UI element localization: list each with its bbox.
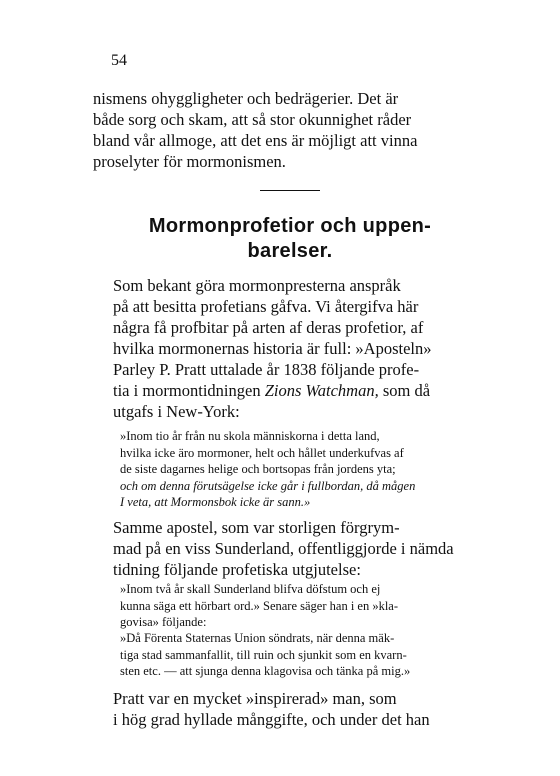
quote-line: I veta, att Mormonsbok icke är sann.» <box>120 495 311 509</box>
quote-line: hvilka icke äro mormoner, helt och hållet underkufvas af <box>120 445 404 460</box>
quote-prophecy <box>108 428 487 511</box>
heading-line: Mormonprofetior och uppen- <box>148 215 432 237</box>
paragraph-intro <box>93 275 487 422</box>
heading-line: barelser. <box>247 240 333 262</box>
quote-lament <box>108 630 487 680</box>
text-line: Pratt var en mycket »inspirerad» man, som <box>113 689 397 708</box>
quote-line: »Då Förenta Staternas Union söndrats, när denna mäk- <box>120 631 395 645</box>
text-line: på att besitta profetians gåfva. Vi återgifva här <box>113 297 419 316</box>
quote-line: de siste dagarnes helige och bortsopas från jordens yta; <box>120 462 396 476</box>
text-segment: som då <box>382 381 431 400</box>
page-number: 54 <box>111 52 127 69</box>
newspaper-title: Zions Watchman, <box>264 381 379 400</box>
text-line: i hög grad hyllade månggifte, och under det han <box>113 710 430 729</box>
quote-line: tiga stad sammanfallit, till ruin och sjunkit som en kvarn- <box>120 647 407 662</box>
quote-line: govisa» följande: <box>120 615 207 629</box>
paragraph-sunderland <box>93 517 487 580</box>
text-line: några få profbitar på arten af deras profetior, af <box>113 318 424 337</box>
text-line: utgafs i New-York: <box>113 402 240 421</box>
text-line: både sorg och skam, att så stor okunnighet råder <box>93 110 412 129</box>
text-line: mad på en viss Sunderland, offentliggjorde i nämda <box>113 539 454 558</box>
paragraph-pratt <box>93 688 487 730</box>
quote-line: »Inom tio år från nu skola människorna i detta land, <box>120 429 380 443</box>
section-heading <box>93 214 487 264</box>
text-line: nismens ohyggligheter och bedrägerier. Det är <box>93 89 399 108</box>
quote-line: kunna säga ett hörbart ord.» Senare säger han i en »kla- <box>120 598 399 613</box>
section-divider <box>260 190 320 191</box>
text-line: tidning följande profetiska utgjutelse: <box>113 560 361 579</box>
text-line: bland vår allmoge, att det ens är möjligt att vinna <box>93 131 418 150</box>
quote-line: sten etc. — att sjunga denna klagovisa och tänka på mig.» <box>120 664 411 678</box>
text-segment: tia i mormontidningen <box>113 381 261 400</box>
text-line: proselyter för mormonismen. <box>93 152 286 171</box>
text-line <box>93 380 487 401</box>
paragraph-continuation <box>93 88 487 172</box>
text-line: Parley P. Pratt uttalade år 1838 följande profe- <box>113 360 420 379</box>
text-line: Samme apostel, som var storligen förgrym- <box>113 518 400 537</box>
text-line: hvilka mormonernas historia är full: »Aposteln» <box>113 339 432 358</box>
text-line: Som bekant göra mormonpresterna anspråk <box>113 276 401 295</box>
quote-line: »Inom två år skall Sunderland blifva döfstum och ej <box>120 582 381 596</box>
quote-line: och om denna förutsägelse icke går i fullbordan, då mågen <box>120 478 416 493</box>
quote-sunderland <box>108 581 487 631</box>
